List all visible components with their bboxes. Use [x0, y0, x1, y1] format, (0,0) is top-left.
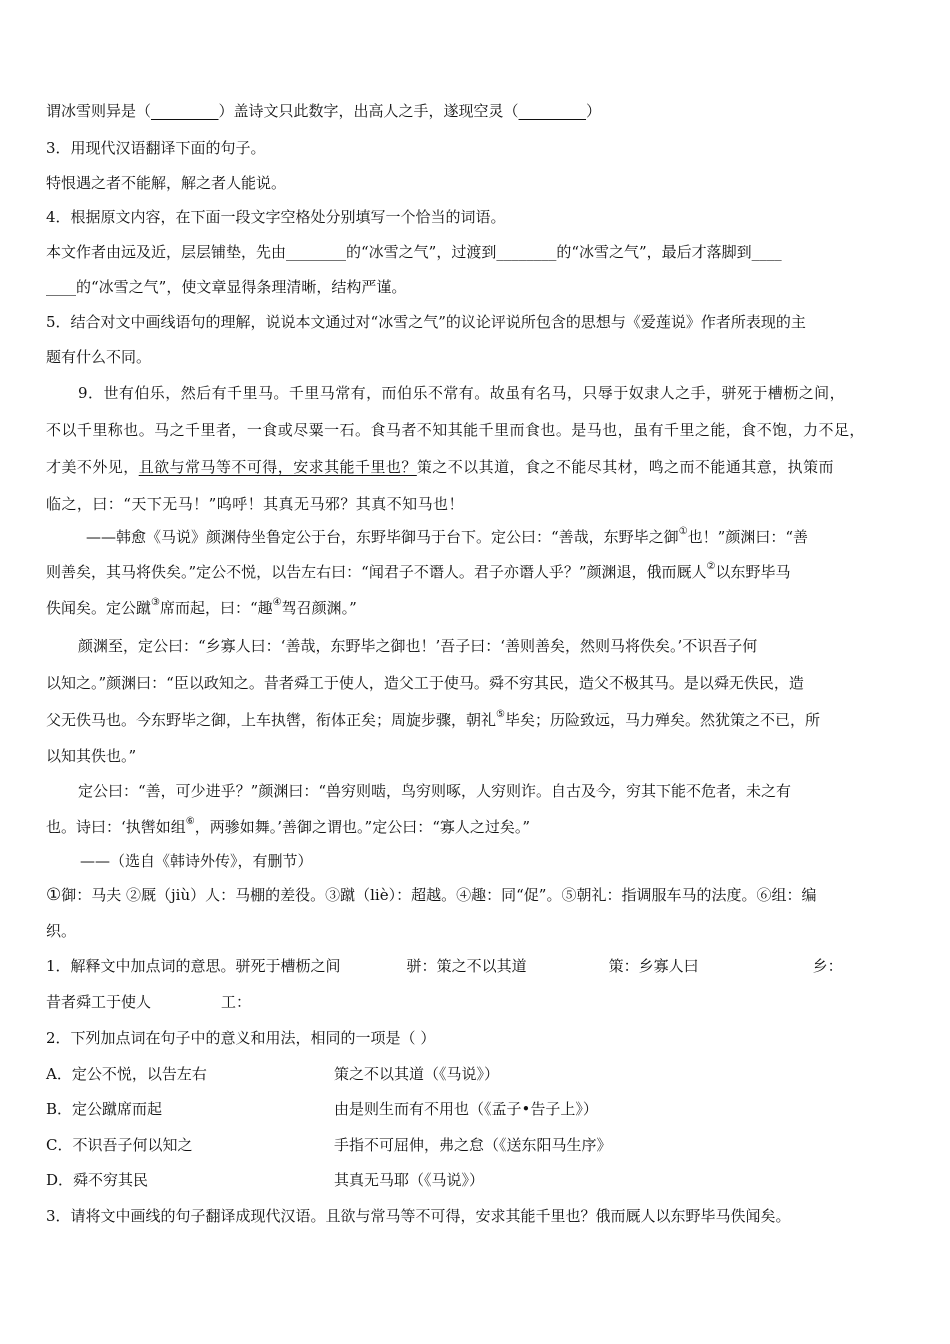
- text-seg: 谓冰雪则异是（: [46, 102, 152, 120]
- footnotes-line-1: [46, 885, 816, 905]
- footnote-mark: ②: [706, 561, 716, 572]
- option-d-left[interactable]: D．舜不穷其民: [46, 1171, 149, 1189]
- footnote-mark: ①: [678, 526, 688, 537]
- passage-line: [46, 562, 791, 582]
- text-seg: 御：马夫 ②厩（jiù）人：马棚的差役。③蹴（liè）：超越。④趣：同“促”。⑤朝礼：指调服车马的法度。⑥组：编: [61, 886, 817, 904]
- footnote-mark: ⑥: [185, 816, 195, 827]
- footnote-mark: ③: [151, 597, 160, 608]
- passage-line: 以知之。”颜渊曰：“臣以政知之。昔者舜工于使人，造父工于使马。舜不穷其民，造父不极其马。是以舜无佚民，造: [46, 674, 804, 692]
- text-seg: 骈：: [406, 957, 437, 975]
- option-a-left[interactable]: A．定公不悦，以告左右: [46, 1065, 207, 1083]
- question-2-title: 2．下列加点词在句子中的意义和用法，相同的一项是（ ）: [46, 1029, 436, 1047]
- option-b-left[interactable]: B．定公蹴席而起: [46, 1100, 163, 1118]
- text-seg: 毕矣；历险致远，马力殚矣。然犹策之不已，所: [504, 711, 820, 729]
- text-seg: 席而起，曰：“趣: [159, 599, 273, 617]
- passage-line: [46, 817, 530, 837]
- question-4-line-2: ____的“冰雪之气”，使文章显得条理清晰，结构严谨。: [46, 278, 407, 296]
- answer-blank[interactable]: _________: [151, 102, 219, 120]
- option-c-right: 手指不可屈伸，弗之怠（《送东阳马生序》: [334, 1136, 612, 1154]
- footnote-mark: ④: [272, 597, 282, 608]
- footnote-mark: ⑤: [496, 709, 505, 720]
- passage-line: 以知其佚也。”: [46, 747, 137, 765]
- question-5-line-2: 题有什么不同。: [46, 348, 152, 366]
- text-seg: 策之不以其道，食之不能尽其材，鸣之而不能通其意，执策而: [416, 458, 834, 476]
- option-b-right: 由是则生而有不用也（《孟子•告子上》）: [334, 1100, 598, 1118]
- option-a-right: 策之不以其道（《马说》）: [334, 1065, 500, 1083]
- text-seg: 乡寡人曰: [638, 957, 699, 975]
- passage-line: [46, 598, 357, 618]
- text-seg: 也！”颜渊曰：“善: [687, 528, 808, 546]
- text-seg: 佚闻矣。定公蹴: [46, 599, 152, 617]
- footnote-mark: ①: [46, 885, 62, 905]
- option-d-right: 其真无马耶（《马说》）: [334, 1171, 485, 1189]
- question-3-title: 3．用现代汉语翻译下面的句子。: [46, 139, 266, 157]
- question-5-line-1: 5．结合对文中画线语句的理解，说说本文通过对“冰雪之气”的议论评说所包含的思想与《爱莲说》作者所表现的主: [46, 313, 806, 331]
- text-seg: 乡：: [812, 957, 843, 975]
- text-seg: 驾召颜渊。”: [281, 599, 357, 617]
- underlined-sentence: 且欲与常马等不可得，安求其能千里也？: [138, 458, 417, 476]
- passage-line: 不以千里称也。马之千里者，一食或尽粟一石。食马者不知其能千里而食也。是马也，虽有千里之能，食不饱，力不足，: [46, 421, 865, 439]
- question-3-sentence: 特恨遇之者不能解，解之者人能说。: [46, 174, 287, 192]
- passage-line: 临之，曰：“天下无马！”呜呼！其真无马邪？其真不知马也！: [46, 495, 464, 513]
- passage-line: 9．世有伯乐，然后有千里马。千里马常有，而伯乐不常有。故虽有名马，只辱于奴隶人之手，骈死于槽枥之间，: [78, 384, 846, 402]
- text-seg: ，两骖如舞。’善御之谓也。”定公曰：“寡人之过矣。”: [194, 818, 531, 836]
- option-c-left[interactable]: C．不识吾子何以知之: [46, 1136, 193, 1154]
- text-seg: 父无佚马也。今东野毕之御，上车执辔，衔体正矣；周旋步骤，朝礼: [46, 711, 497, 729]
- source-citation: ——（选自《韩诗外传》，有删节）: [80, 852, 313, 870]
- passage-line: 定公曰：“善，可少进乎？”颜渊曰：“兽穷则啮，鸟穷则啄，人穷则诈。自古及今，穷其下能不危者，未之有: [78, 782, 792, 800]
- answer-blank[interactable]: _________: [518, 102, 587, 120]
- question-4-line-1: 本文作者由远及近，层层铺垫，先由________的“冰雪之气”，过渡到________的“冰雪之气”，最后才落脚到____: [46, 243, 782, 261]
- footnotes-line-2: 织。: [46, 922, 77, 940]
- question-1-line-1: [46, 956, 843, 976]
- passage-line: [46, 457, 834, 477]
- text-seg: 则善矣，其马将佚矣。”定公不悦，以告左右曰：“闻君子不谮人。君子亦谮人乎？”颜渊退，俄而厩人: [46, 563, 707, 581]
- passage-line: [86, 527, 808, 547]
- text-seg: 昔者舜工于使人: [46, 993, 152, 1011]
- text-seg: 策：: [608, 957, 639, 975]
- text-seg: ——韩愈《马说》颜渊侍坐鲁定公于台，东野毕御马于台下。定公曰：“善哉，东野毕之御: [86, 528, 679, 546]
- text-seg: 工：: [221, 993, 252, 1011]
- text-seg: 才美不外见，: [46, 458, 139, 476]
- text-seg: 以东野毕马: [715, 563, 791, 581]
- text-seg: ）: [586, 102, 602, 120]
- passage-line: [46, 710, 820, 730]
- text-seg: 也。诗曰：‘执辔如组: [46, 818, 186, 836]
- blank-line-1: [46, 101, 601, 121]
- text-seg: 1．解释文中加点词的意思。骈死于槽枥之间: [46, 957, 341, 975]
- text-seg: 策之不以其道: [436, 957, 527, 975]
- question-3-translate: 3．请将文中画线的句子翻译成现代汉语。且欲与常马等不可得，安求其能千里也？俄而厩人以东野毕马佚闻矣。: [46, 1207, 791, 1225]
- question-4-title: 4．根据原文内容，在下面一段文字空格处分别填写一个恰当的词语。: [46, 208, 506, 226]
- passage-line: 颜渊至，定公曰：“乡寡人曰：‘善哉，东野毕之御也！’吾子曰：‘善则善矣，然则马将佚矣。’不识吾子何: [78, 637, 758, 655]
- question-1-line-2: [46, 992, 251, 1012]
- text-seg: ）盖诗文只此数字，出高人之手，遂现空灵（: [218, 102, 519, 120]
